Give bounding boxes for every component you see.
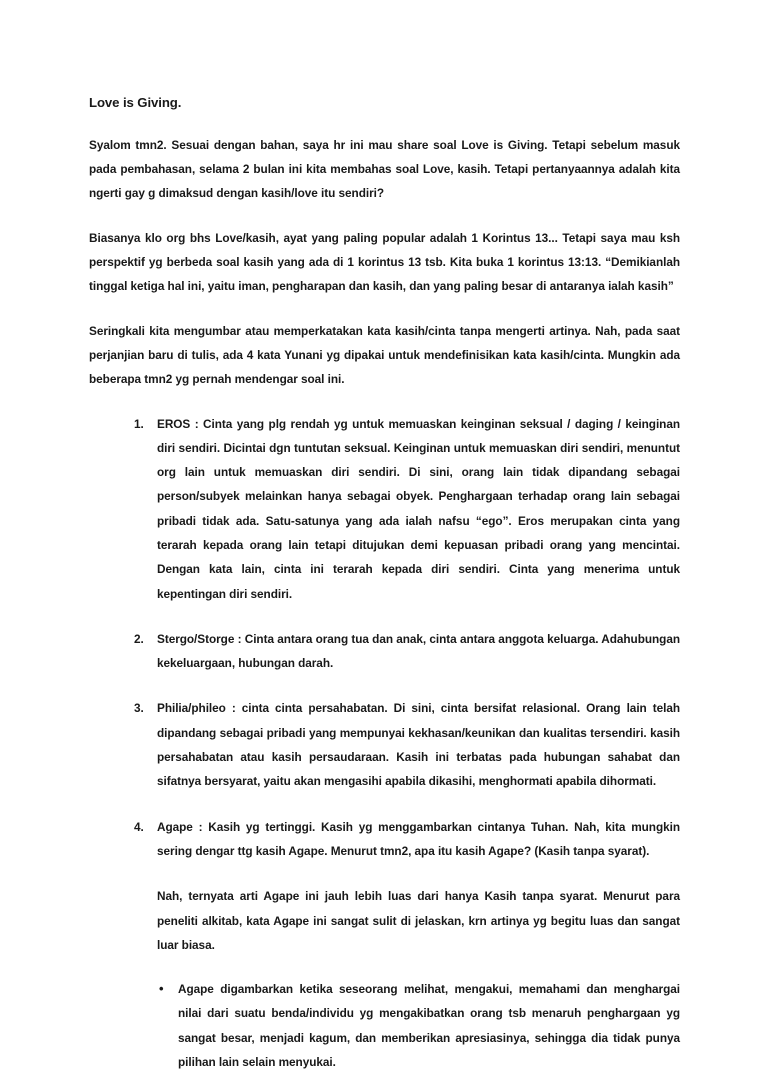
list-item-text: Agape digambarkan ketika seseorang melihat, mengakui, memahami dan menghargai nilai dari suatu benda/individu yg mengakibatkan orang tsb menaruh penghargaan yg sangat besar, menjadi kagum, dan memberikan apresiasinya, sehingga dia tidak punya pilihan lain selain menyukai.	[178, 982, 680, 1070]
paragraph-korintus: Biasanya klo org bhs Love/kasih, ayat yang paling popular adalah 1 Korintus 13... Tetapi saya mau ksh perspektif yg berbeda soal kasih yang ada di 1 korintus 13 tsb. Kita buka 1 korintus 13:13. “Demikianlah tinggal ketiga hal ini, yaitu iman, pengharapan dan kasih, dan yang paling besar di antaranya ialah kasih”	[89, 230, 680, 294]
paragraph-agape-intro: Nah, ternyata arti Agape ini jauh lebih luas dari hanya Kasih tanpa syarat. Menurut para peneliti alkitab, kata Agape ini sangat sulit di jelaskan, krn artinya yg begitu luas dan sangat luar biasa.	[157, 889, 680, 952]
list-item	[89, 627, 680, 676]
list-item	[89, 696, 680, 793]
list-item-text: Stergo/Storge : Cinta antara orang tua dan anak, cinta antara anggota keluarga. Adahubungan kekeluargaan, hubungan darah.	[157, 631, 680, 671]
list-item-text: Philia/phileo : cinta cinta persahabatan. Di sini, cinta bersifat relasional. Orang lain telah dipandang sebagai pribadi yang mempunyai kekhasan/keunikan dan kualitas tersendiri. kasih persahabatan atau kasih persaudaraan. Kasih ini terbatas pada hubungan sahabat dan sifatnya bersyarat, yaitu akan mengasihi apabila dikasihi, menghormati apabila dihormati.	[157, 701, 680, 789]
bullet-icon: •	[159, 980, 164, 996]
list-item-marker: 1.	[134, 416, 144, 431]
paragraph-intro: Syalom tmn2. Sesuai dengan bahan, saya hr ini mau share soal Love is Giving. Tetapi sebelum masuk pada pembahasan, selama 2 bulan ini kita membahas soal Love, kasih. Tetapi pertanyaannya adalah kita ngerti gay g dimaksud dengan kasih/love itu sendiri?	[89, 137, 680, 201]
list-item-marker: 3.	[134, 701, 144, 716]
list-item-marker: 4.	[134, 819, 144, 834]
list-item-marker: 2.	[134, 631, 144, 646]
paragraph-yunani: Seringkali kita mengumbar atau memperkatakan kata kasih/cinta tanpa mengerti artinya. Nah, pada saat perjanjian baru di tulis, ada 4 kata Yunani yg dipakai untuk mendefinisikan kata kasih/cinta. Mungkin ada beberapa tmn2 yg pernah mendengar soal ini.	[89, 323, 680, 387]
document-body	[89, 95, 680, 1074]
page-title: Love is Giving.	[89, 95, 182, 110]
list-item	[89, 977, 680, 1074]
greek-love-types-list	[89, 412, 680, 864]
list-item-text: Agape : Kasih yg tertinggi. Kasih yg menggambarkan cintanya Tuhan. Nah, kita mungkin sering dengar ttg kasih Agape. Menurut tmn2, apa itu kasih Agape? (Kasih tanpa syarat).	[157, 819, 680, 858]
agape-description-list	[89, 977, 680, 1074]
list-item	[89, 412, 680, 606]
list-item-text: EROS : Cinta yang plg rendah yg untuk memuaskan keinginan seksual / daging / keinginan diri sendiri. Dicintai dgn tuntutan seksual. Keinginan untuk memuaskan diri sendiri, menuntut org lain untuk memuaskan diri sendiri. Di sini, orang lain tidak dipandang sebagai person/subyek melainkan hanya sebagai obyek. Penghargaan terhadap orang lain sebagai pribadi tidak ada. Satu-satunya yang ada ialah nafsu “ego”. Eros merupakan cinta yang terarah kepada orang lain tetapi ditujukan demi kepuasan pribadi orang yang mencintai. Dengan kata lain, cinta ini terarah kepada diri sendiri. Cinta yang menerima untuk kepentingan diri sendiri.	[157, 416, 680, 601]
list-item	[89, 815, 680, 864]
